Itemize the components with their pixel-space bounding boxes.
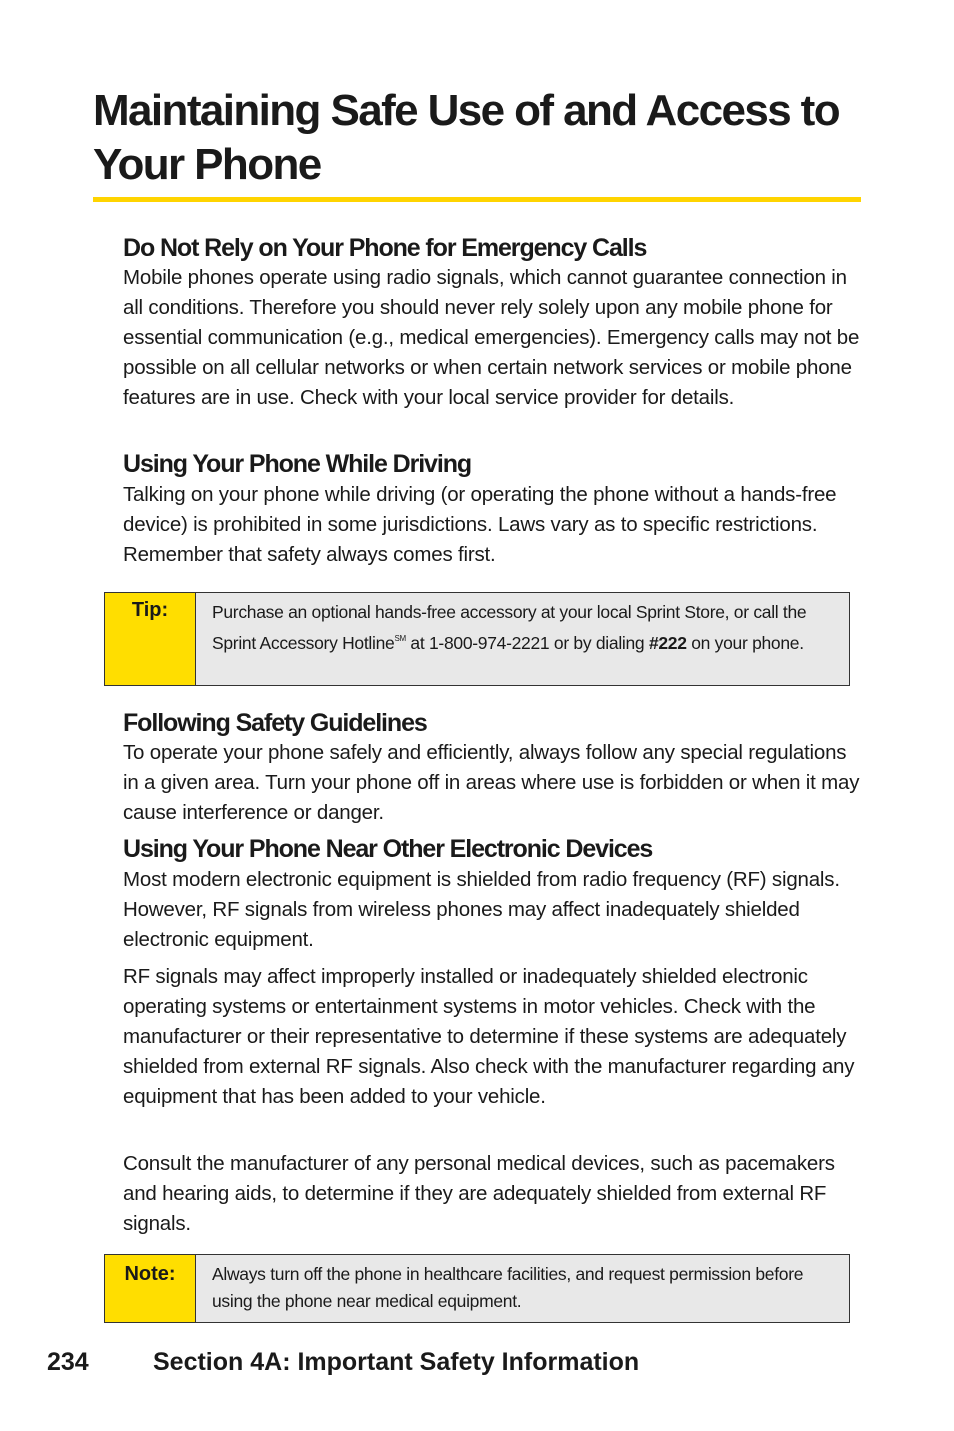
title-rule bbox=[93, 197, 861, 202]
service-mark: SM bbox=[394, 633, 406, 643]
section-paragraph-safety: To operate your phone safely and efficiently, always follow any special regulations in a given area. Turn your phone off in areas where use is forbidden or when it may cause interference or danger. bbox=[123, 741, 860, 824]
dial-code: #222 bbox=[648, 632, 687, 653]
section-paragraph-electronic-2: RF signals may affect improperly installed or inadequately shielded electronic operating systems or entertainment systems in motor vehicles. Check with the manufacturer or their representative to determine if these systems are adequately shielded from external RF signals. Also check with the manufacturer regarding any equipment that has been added to your vehicle. bbox=[123, 965, 855, 1108]
note-label: Note: bbox=[105, 1255, 196, 1322]
tip-text: Purchase an optional hands-free accessory at your local Sprint Store, or call the Sprint Accessory Hotline℠ at 1-800-974-2221 or by dialing #222 on your phone. bbox=[212, 602, 807, 653]
section-footer: Section 4A: Important Safety Information bbox=[153, 1348, 640, 1376]
note-box bbox=[104, 1254, 850, 1323]
section-heading-driving: Using Your Phone While Driving bbox=[123, 450, 472, 478]
section-heading-electronic: Using Your Phone Near Other Electronic Devices bbox=[123, 835, 653, 863]
section-paragraph-electronic-3: Consult the manufacturer of any personal medical devices, such as pacemakers and hearing aids, to determine if they are adequately shielded from external RF signals. bbox=[123, 1152, 835, 1235]
section-paragraph-emergency: Mobile phones operate using radio signals, which cannot guarantee connection in all conditions. Therefore you should never rely solely upon any mobile phone for essential communication (e.g., medical emergencies). Emergency calls may not be possible on all cellular networks or when certain network services or mobile phone features are in use. Check with your local service provider for details. bbox=[123, 266, 860, 409]
page-number: 234 bbox=[47, 1348, 89, 1376]
section-paragraph-driving: Talking on your phone while driving (or operating the phone without a hands-free device) is prohibited in some jurisdictions. Laws vary as to specific restrictions. Remember that safety always comes first. bbox=[123, 483, 837, 566]
section-heading-emergency: Do Not Rely on Your Phone for Emergency Calls bbox=[123, 234, 647, 262]
section-heading-safety: Following Safety Guidelines bbox=[123, 709, 427, 737]
note-text: Always turn off the phone in healthcare facilities, and request permission before using the phone near medical equipment. bbox=[212, 1264, 804, 1311]
tip-label: Tip: bbox=[105, 593, 196, 685]
tip-box bbox=[104, 592, 850, 686]
page-title: Maintaining Safe Use of and Access to Your Phone bbox=[93, 86, 840, 189]
section-paragraph-electronic-1: Most modern electronic equipment is shielded from radio frequency (RF) signals. However, RF signals from wireless phones may affect inadequately shielded electronic equipment. bbox=[123, 868, 840, 951]
